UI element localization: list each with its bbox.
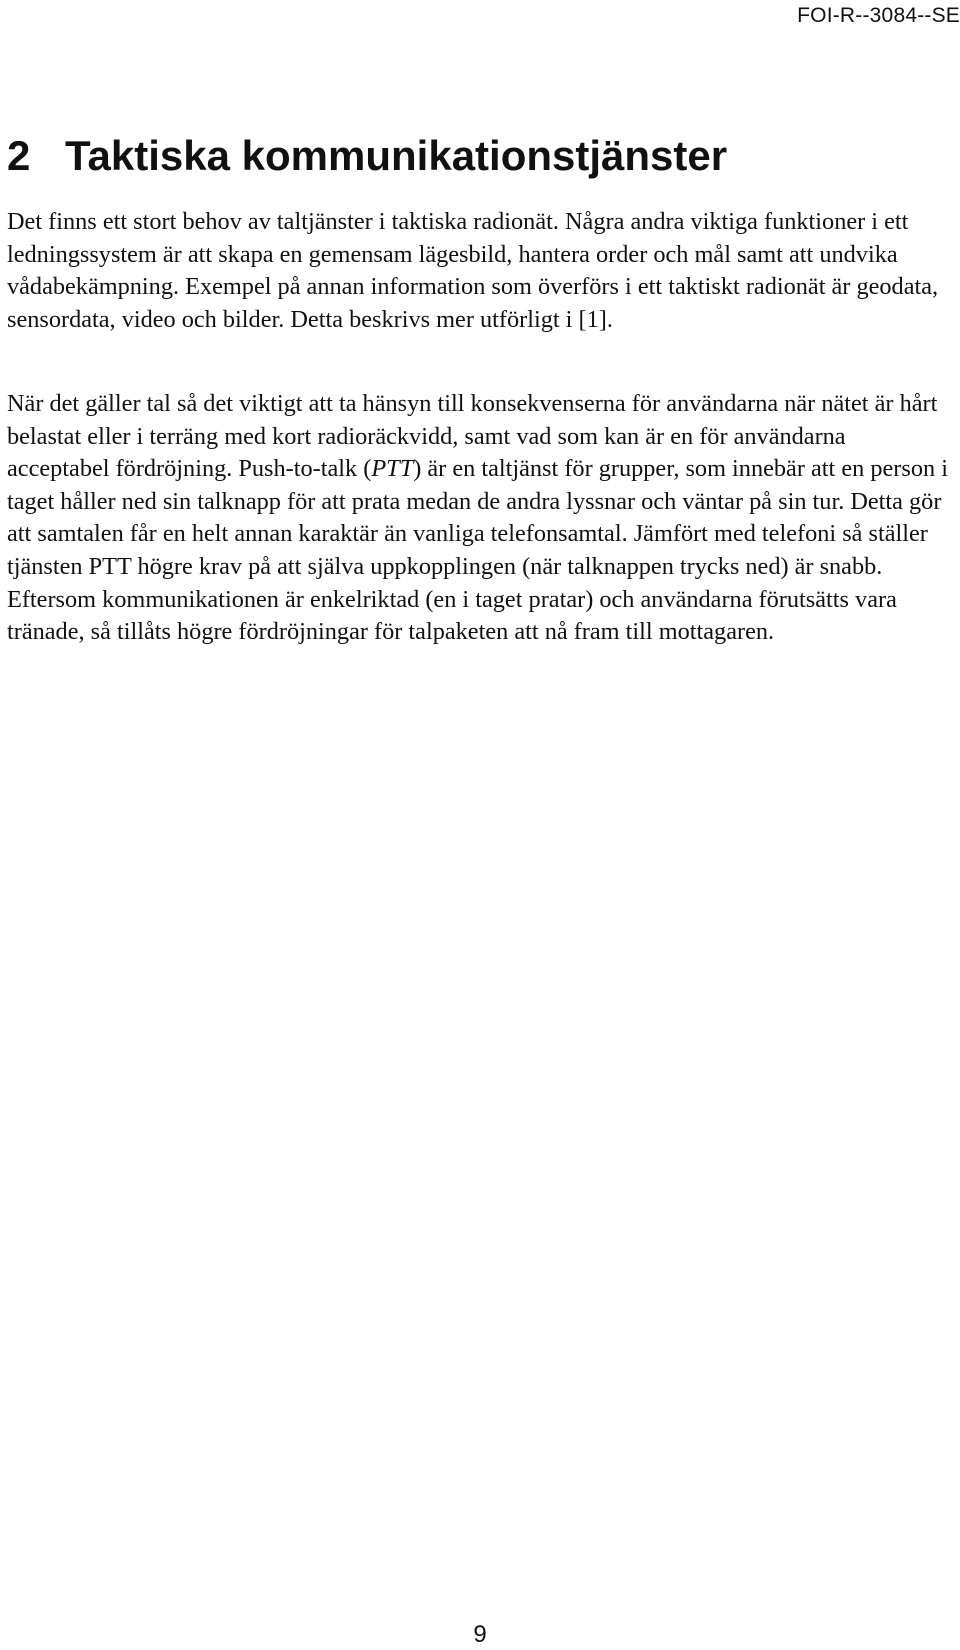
paragraph-2	[7, 388, 954, 649]
chapter-number: 2	[7, 132, 31, 179]
paragraph-2-text-end: ) är en taltjänst för grupper, som innebär att en person i taget håller ned sin talknapp för att prata medan de andra lyssnar och väntar på sin tur. Detta gör att samtalen får en helt annan karaktär än vanliga telefonsamtal. Jämfört med telefoni så ställer tjänsten PTT högre krav på att själva uppkopplingen (när talknappen trycks ned) är snabb. Eftersom kommunikationen är enkelriktad (en i taget pratar) och användarna förutsätts vara tränade, så tillåts högre fördröjningar för talpaketen att nå fram till mottagaren.	[7, 455, 948, 646]
ptt-abbreviation: PTT	[371, 455, 414, 483]
paragraph-2-text-start: När det gäller tal så det viktigt att ta hänsyn till konsekvenserna för användarna när nätet är hårt belastat eller i terräng med kort radioräckvidd, samt vad som kan är en för användarna acceptabel fördröjning. Push-to-talk (	[7, 390, 938, 483]
report-id: FOI-R--3084--SE	[797, 4, 960, 27]
paragraph-1: Det finns ett stort behov av taltjänster i taktiska radionät. Några andra viktiga funktioner i ett ledningssystem är att skapa en gemensam lägesbild, hantera order och mål samt att undvika vådabekämpning. Exempel på annan information som överförs i ett taktiskt radionät är geodata, sensordata, video och bilder. Detta beskrivs mer utförligt i [1].	[7, 208, 939, 333]
page-number: 9	[473, 1621, 487, 1648]
chapter-heading	[7, 130, 727, 182]
chapter-title: Taktiska kommunikationstjänster	[65, 132, 728, 179]
